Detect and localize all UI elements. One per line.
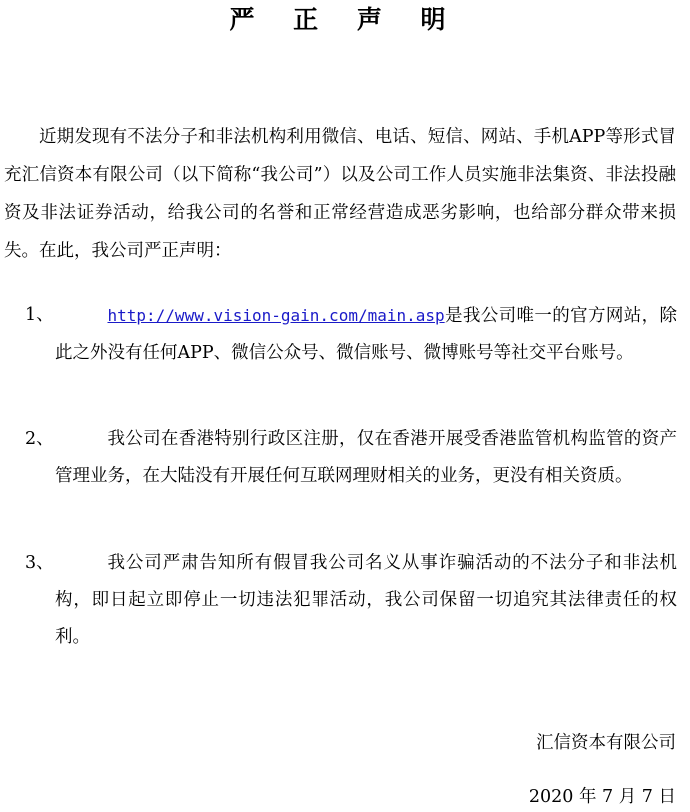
signature-date: 2020 年 7 月 7 日 <box>528 787 676 807</box>
statement-item-3 <box>25 545 677 656</box>
signature-company: 汇信资本有限公司 <box>536 733 676 753</box>
document-title: 严 正 声 明 <box>229 5 461 34</box>
item-number: 2、 <box>25 429 54 449</box>
intro-paragraph: 近期发现有不法分子和非法机构利用微信、电话、短信、网站、手机APP等形式冒充汇信资本有限公司（以下简称“我公司”）以及公司工作人员实施非法集资、非法投融资及非法证券活动，给我公司的名誉和正常经营造成恶劣影响，也给部分群众带来损失。在此，我公司严正声明： <box>4 127 676 261</box>
item-text-container <box>55 297 677 372</box>
statement-item-2 <box>25 421 677 495</box>
item-text: 我公司严肃告知所有假冒我公司名义从事诈骗活动的不法分子和非法机构，即日起立即停止一切违法犯罪活动，我公司保留一切追究其法律责任的权利。 <box>55 553 677 647</box>
item-number: 3、 <box>25 553 54 573</box>
official-website-link[interactable]: http://www.vision-gain.com/main.asp <box>107 306 445 325</box>
item-number: 1、 <box>25 305 54 325</box>
item-text: 是我公司唯一的官方网站，除此之外没有任何APP、微信公众号、微信账号、微博账号等社交平台账号。 <box>55 306 677 363</box>
statement-item-1 <box>25 297 677 372</box>
item-text: 我公司在香港特别行政区注册，仅在香港开展受香港监管机构监管的资产管理业务，在大陆没有开展任何互联网理财相关的业务，更没有相关资质。 <box>55 429 677 486</box>
